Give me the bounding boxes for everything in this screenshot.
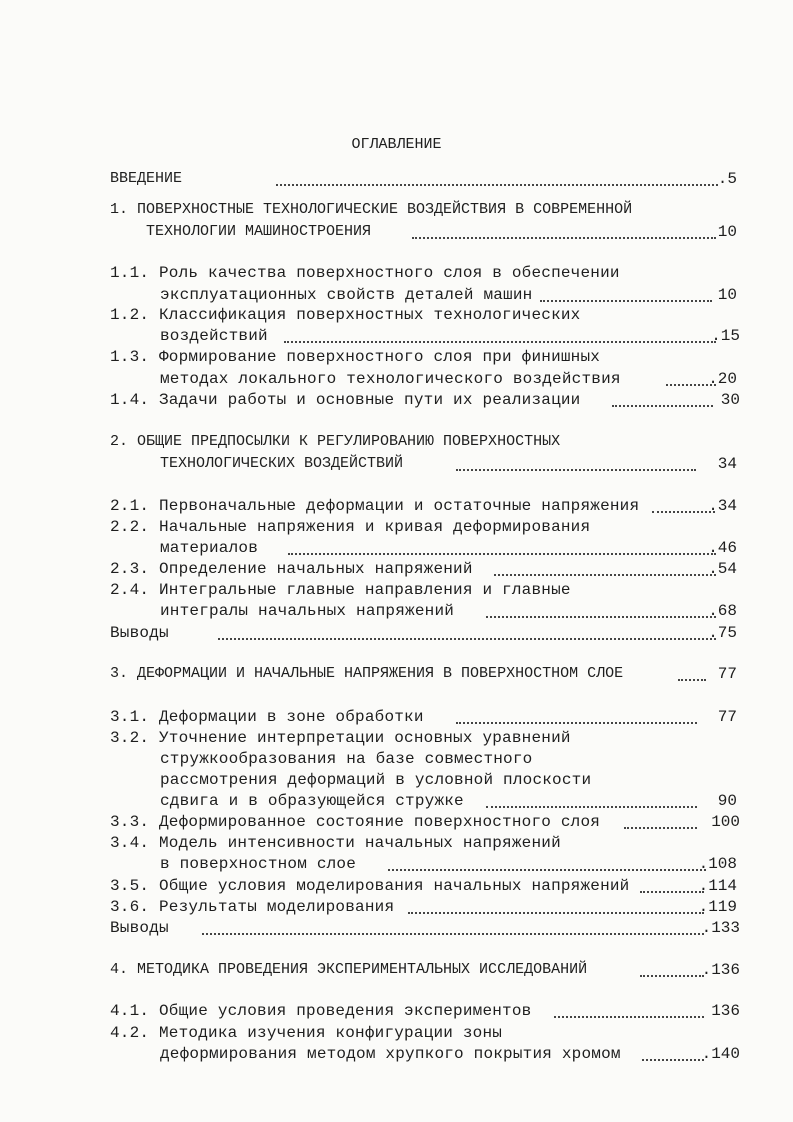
toc-entry-text: ВВЕДЕНИЕ: [110, 170, 183, 187]
toc-entry-text: 1.3. Формирование поверхностного слоя при финишных: [110, 348, 601, 366]
toc-page-number: .5: [717, 170, 737, 188]
toc-page-number: 10: [717, 286, 737, 304]
toc-entry-text: 2.4. Интегральные главные направления и главные: [110, 581, 571, 599]
toc-page-number: .75: [708, 624, 737, 642]
dot-leader: [202, 911, 704, 935]
toc-page-number: 90: [717, 792, 737, 810]
toc-entry-text: 2. ОБЩИЕ ПРЕДПОСЫЛКИ К РЕГУЛИРОВАНИЮ ПОВЕРХНОСТНЫХ: [110, 433, 561, 450]
toc-entry-text: интегралы начальных напряжений: [160, 602, 455, 620]
toc-entry-text: 1. ПОВЕРХНОСТНЫЕ ТЕХНОЛОГИЧЕСКИЕ ВОЗДЕЙСТВИЯ В СОВРЕМЕННОЙ: [110, 201, 633, 218]
dot-leader: [624, 805, 697, 829]
dot-leader: [276, 162, 718, 186]
toc-entry-text: 2.1. Первоначальные деформации и остаточные напряжения: [110, 497, 640, 515]
toc-entry-text: деформирования методом хрупкого покрытия хромом: [160, 1045, 621, 1063]
dot-leader: [486, 594, 716, 618]
toc-page-number: 100: [711, 813, 740, 831]
toc-page-number: .20: [708, 370, 737, 388]
toc-entry-text: сдвига и в образующейся стружке: [160, 792, 464, 810]
toc-page-number: .136: [701, 961, 740, 979]
dot-leader: [456, 700, 697, 724]
toc-entry-text: 4. МЕТОДИКА ПРОВЕДЕНИЯ ЭКСПЕРИМЕНТАЛЬНЫХ ИССЛЕДОВАНИЙ: [110, 961, 588, 978]
toc-page-number: .15: [711, 327, 740, 345]
page-title: ОГЛАВЛЕНИЕ: [351, 136, 442, 153]
toc-entry-text: Выводы: [110, 919, 169, 937]
toc-page-number: .119: [698, 898, 737, 916]
toc-page-number: 77: [717, 665, 737, 683]
dot-leader: [554, 994, 704, 1018]
toc-entry-text: 3.4. Модель интенсивности начальных напряжений: [110, 834, 561, 852]
toc-page-number: .140: [701, 1045, 740, 1063]
toc-page-number: .46: [708, 539, 737, 557]
toc-page-number: .133: [701, 919, 740, 937]
toc-page-number: 34: [717, 455, 737, 473]
toc-entry-text: 3.5. Общие условия моделирования начальных напряжений: [110, 877, 630, 895]
toc-entry-text: в поверхностном слое: [160, 855, 357, 873]
toc-page-number: .114: [698, 877, 737, 895]
toc-entry-text: 2.3. Определение начальных напряжений: [110, 560, 473, 578]
toc-entry-text: воздействий: [160, 327, 268, 345]
toc-entry-text: ТЕХНОЛОГИИ МАШИНОСТРОЕНИЯ: [146, 223, 372, 240]
dot-leader: [640, 953, 704, 977]
toc-page-number: .54: [708, 560, 737, 578]
toc-page-number: 136: [711, 1002, 740, 1020]
toc-entry-text: Выводы: [110, 624, 169, 642]
toc-entry-text: 1.2. Классификация поверхностных технологических: [110, 306, 581, 324]
toc-page-number: .108: [698, 855, 737, 873]
toc-entry-text: 3. ДЕФОРМАЦИИ И НАЧАЛЬНЫЕ НАПРЯЖЕНИЯ В ПОВЕРХНОСТНОМ СЛОЕ: [110, 665, 624, 682]
toc-entry-text: рассмотрения деформаций в условной плоскости: [160, 771, 592, 789]
toc-entry-text: 2.2. Начальные напряжения и кривая деформирования: [110, 518, 591, 536]
dot-leader: [388, 847, 706, 871]
toc-entry-text: материалов: [160, 539, 259, 557]
toc-entry-text: 3.3. Деформированное состояние поверхностного слоя: [110, 813, 601, 831]
dot-leader: [612, 383, 713, 407]
dot-leader: [284, 319, 716, 343]
toc-page-number: 77: [717, 708, 737, 726]
toc-entry-text: 3.6. Результаты моделирования: [110, 898, 395, 916]
dot-leader: [642, 1037, 704, 1061]
toc-entry-text: 4.2. Методика изучения конфигурации зоны: [110, 1024, 503, 1042]
dot-leader: [218, 616, 716, 640]
toc-entry-text: стружкообразования на базе совместного: [160, 750, 533, 768]
toc-entry-text: ТЕХНОЛОГИЧЕСКИХ ВОЗДЕЙСТВИЙ: [160, 455, 404, 472]
toc-entry-text: 1.4. Задачи работы и основные пути их реализации: [110, 391, 581, 409]
dot-leader: [412, 215, 716, 239]
toc-entry-text: эксплуатационных свойств деталей машин: [160, 286, 533, 304]
dot-leader: [456, 447, 696, 471]
dot-leader: [540, 278, 712, 302]
toc-entry-text: 3.2. Уточнение интерпретации основных уравнений: [110, 729, 571, 747]
toc-page-number: 30: [720, 391, 740, 409]
dot-leader: [494, 552, 716, 576]
toc-entry-text: 3.1. Деформации в зоне обработки: [110, 708, 424, 726]
toc-page-number: .34: [708, 497, 737, 515]
toc-page-number: 10: [717, 223, 737, 241]
toc-page-number: .68: [708, 602, 737, 620]
toc-entry-text: 4.1. Общие условия проведения экспериментов: [110, 1002, 532, 1020]
toc-entry-text: методах локального технологического воздействия: [160, 370, 621, 388]
toc-entry-text: 1.1. Роль качества поверхностного слоя в обеспечении: [110, 264, 620, 282]
